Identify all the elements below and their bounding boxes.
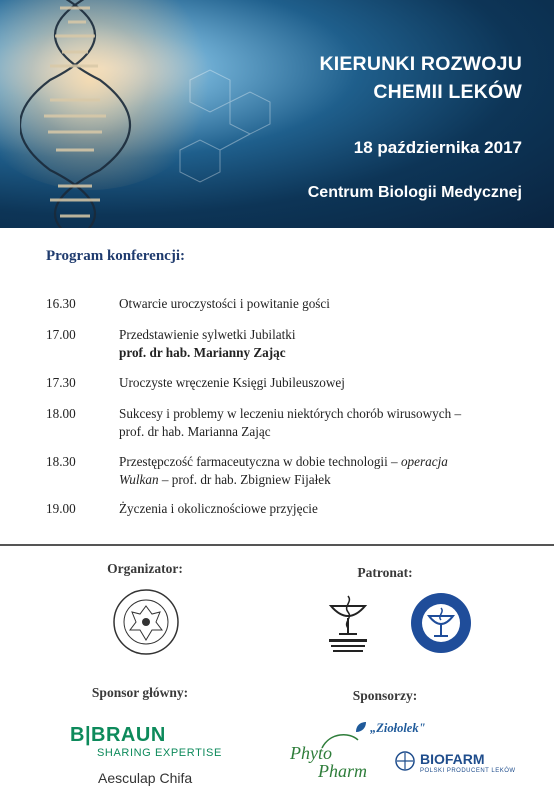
program-speaker: prof. dr hab. Marianna Zając [119, 424, 271, 439]
event-venue: Centrum Biologii Medycznej [307, 184, 522, 201]
program-text: Życzenia i okolicznościowe przyjęcie [119, 501, 318, 516]
program-time: 19.00 [46, 501, 76, 516]
program-time: 18.30 [46, 454, 76, 469]
program-text-italic: operacja [400, 454, 448, 469]
biofarm-logo: BIOFARM [420, 751, 485, 767]
bbraun-logo: B|BRAUN [70, 724, 166, 746]
university-seal-icon [112, 588, 180, 656]
biofarm-emblem-icon [394, 750, 416, 772]
title-line-2: CHEMII LEKÓW [373, 81, 522, 103]
organizer-label: Organizator: [107, 561, 183, 576]
program-time: 17.00 [46, 327, 76, 342]
event-date: 18 października 2017 [353, 138, 522, 157]
aesculap-label: Aesculap Chifa [98, 770, 193, 786]
program-text-italic: Wulkan [119, 472, 159, 487]
program-time: 16.30 [46, 296, 76, 311]
header-banner [0, 0, 554, 228]
program-text: Przedstawienie sylwetki Jubilatki [119, 327, 296, 342]
bowl-of-hygieia-icon [323, 592, 373, 656]
pharmacy-chamber-seal-icon [410, 592, 472, 654]
sponsors-label: Sponsorzy: [352, 688, 418, 703]
phyto-text: Phyto [290, 743, 332, 763]
phytopharm-leaf-icon [320, 730, 360, 750]
bbraun-tagline: SHARING EXPERTISE [97, 747, 222, 759]
dna-helix-icon [20, 0, 140, 228]
banner-title [222, 50, 522, 106]
biofarm-tagline: POLSKI PRODUCENT LEKÓW [420, 768, 516, 774]
program-text: Sukcesy i problemy w leczeniu niektórych chorób wirusowych – [119, 406, 462, 421]
program-text: Uroczyste wręczenie Księgi Jubileuszowej [119, 375, 345, 390]
program-speaker: prof. dr hab. Marianny Zając [119, 345, 286, 360]
program-text: Przestępczość farmaceutyczna w dobie technologii – [119, 454, 401, 469]
title-line-1: KIERUNKI ROZWOJU [319, 53, 522, 75]
section-divider [0, 544, 554, 546]
patronage-label: Patronat: [357, 565, 413, 580]
pharm-text: Pharm [318, 761, 367, 781]
program-speaker: – prof. dr hab. Zbigniew Fijałek [158, 472, 331, 487]
ziololek-logo: „Ziołolek" [370, 721, 426, 735]
program-time: 17.30 [46, 375, 76, 390]
program-time: 18.00 [46, 406, 76, 421]
program-text: Otwarcie uroczystości i powitanie gości [119, 296, 330, 311]
main-sponsor-label: Sponsor główny: [91, 685, 189, 700]
program-heading: Program konferencji: [46, 248, 185, 264]
